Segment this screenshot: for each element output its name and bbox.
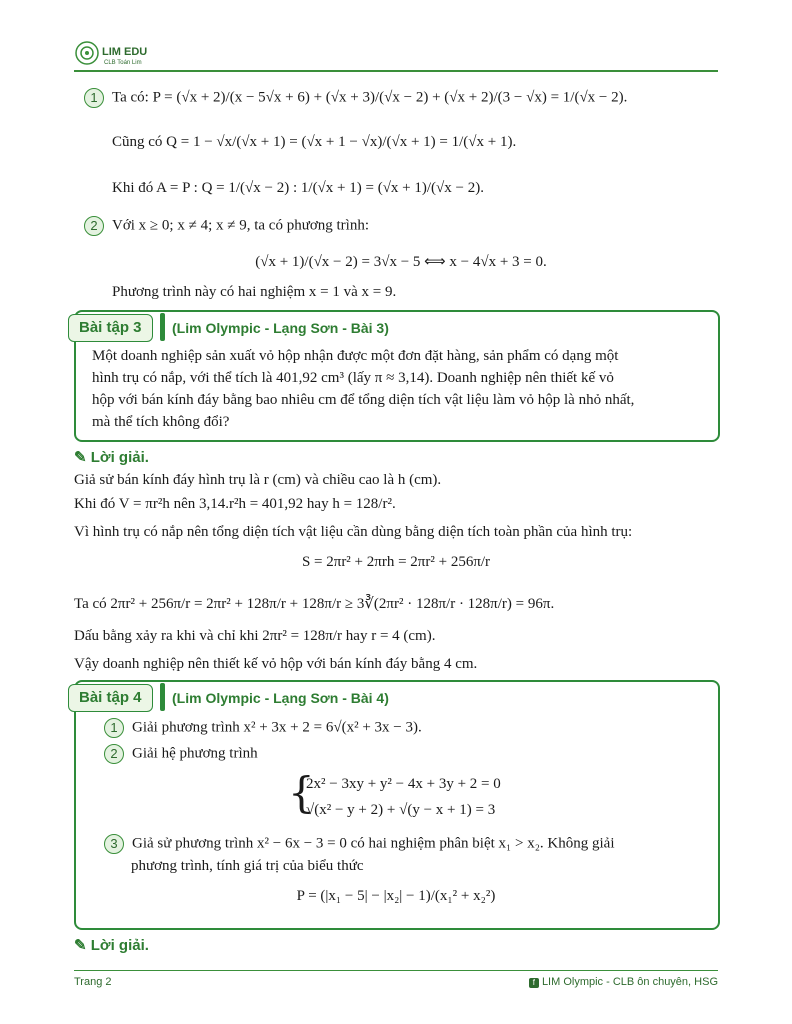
lotus-icon xyxy=(74,40,100,66)
q-line: Cũng có Q = 1 − √x/(√x + 1) = (√x + 1 − √x)/(√x + 1) = 1/(√x + 1). xyxy=(112,134,517,150)
solution-line: Giả sử bán kính đáy hình trụ là r (cm) và chiều cao là h (cm). xyxy=(74,472,442,488)
solution-line: Vậy doanh nghiệp nên thiết kế vỏ hộp với bán kính đáy bằng 4 cm. xyxy=(74,656,478,672)
tag-bar xyxy=(160,313,165,341)
item-number: 3 xyxy=(104,834,124,854)
header-logo xyxy=(74,40,100,66)
header-brand-sub: CLB Toán Lim xyxy=(104,60,142,66)
item-1 xyxy=(84,88,627,108)
exercise-3-line: hộp với bán kính đáy bằng bao nhiêu cm để tổng diện tích vật liệu làm vỏ hộp là nhỏ nhất, xyxy=(92,392,635,408)
facebook-icon: f xyxy=(529,978,539,988)
ex4-item-3 xyxy=(104,834,615,854)
item-2-text: Với x ≥ 0; x ≠ 4; x ≠ 9, ta có phương trình: xyxy=(112,217,370,234)
header-brand: LIM EDU xyxy=(102,46,148,58)
roots-line: Phương trình này có hai nghiệm x = 1 và x = 9. xyxy=(112,284,397,300)
edit-icon: ✎ xyxy=(74,449,87,466)
solution-label: Lời giải. xyxy=(90,449,149,466)
item-number: 2 xyxy=(84,216,104,236)
solution-4-heading xyxy=(74,936,149,954)
footer-credit-wrap xyxy=(529,976,718,988)
ex4-item-2-text: Giải hệ phương trình xyxy=(132,745,258,762)
system-brace: { xyxy=(288,768,315,817)
ex4-item-3-cont: phương trình, tính giá trị của biểu thức xyxy=(131,858,364,874)
ex4-item-3-text: Giả sử phương trình x² − 6x − 3 = 0 có hai nghiệm phân biệt x₁ > x₂. Không giải xyxy=(132,835,615,852)
footer-rule xyxy=(74,970,718,971)
solution-line: Vì hình trụ có nắp nên tổng diện tích vật liệu cần dùng bằng diện tích toàn phần của hình trụ: xyxy=(74,524,633,540)
footer-credit: LIM Olympic - CLB ôn chuyên, HSG xyxy=(541,976,718,988)
solution-label: Lời giải. xyxy=(90,937,149,954)
solution-line: Khi đó V = πr²h nên 3,14.r²h = 401,92 hay h = 128/r². xyxy=(74,496,396,512)
system-eq-1: 2x² − 3xy + y² − 4x + 3y + 2 = 0 xyxy=(306,776,501,792)
solution-3-heading xyxy=(74,448,149,466)
solution-formula: S = 2πr² + 2πrh = 2πr² + 256π/r xyxy=(301,554,491,570)
solution-line: Ta có 2πr² + 256π/r = 2πr² + 128π/r + 128π/r ≥ 3∛(2πr² · 128π/r · 128π/r) = 96π. xyxy=(74,596,555,612)
item-2 xyxy=(84,216,369,236)
exercise-3-line: Một doanh nghiệp sản xuất vỏ hộp nhận được một đơn đặt hàng, sản phẩm có dạng một xyxy=(92,348,619,364)
exercise-4-source: (Lim Olympic - Lạng Sơn - Bài 4) xyxy=(172,690,389,706)
tag-bar xyxy=(160,683,165,711)
item-number: 2 xyxy=(104,744,124,764)
exercise-3-line: mà thể tích không đổi? xyxy=(92,414,230,430)
exercise-3-source: (Lim Olympic - Lạng Sơn - Bài 3) xyxy=(172,320,389,336)
header-rule xyxy=(74,70,718,72)
item-number: 1 xyxy=(84,88,104,108)
solution-line: Dấu bằng xảy ra khi và chỉ khi 2πr² = 128π/r hay r = 4 (cm). xyxy=(74,628,436,644)
ex4-item-1-text: Giải phương trình x² + 3x + 2 = 6√(x² + 3x − 3). xyxy=(132,719,422,736)
item-number: 1 xyxy=(104,718,124,738)
exercise-3-tag: Bài tập 3 xyxy=(68,314,153,342)
a-line: Khi đó A = P : Q = 1/(√x − 2) : 1/(√x + 1) = (√x + 1)/(√x − 2). xyxy=(112,180,484,196)
ex4-item-1 xyxy=(104,718,422,738)
ex4-item-2 xyxy=(104,744,258,764)
item-1-text: Ta có: P = (√x + 2)/(x − 5√x + 6) + (√x + 3)/(√x − 2) + (√x + 2)/(3 − √x) = 1/(√x − 2). xyxy=(112,89,628,106)
p-expression: P = (|x₁ − 5| − |x₂| − 1)/(x₁² + x₂²) xyxy=(296,888,496,904)
edit-icon: ✎ xyxy=(74,937,87,954)
exercise-3-line: hình trụ có nắp, với thể tích là 401,92 cm³ (lấy π ≈ 3,14). Doanh nghiệp nên thiết kế vỏ xyxy=(92,370,614,386)
equation: (√x + 1)/(√x − 2) = 3√x − 5 ⟺ x − 4√x + 3 = 0. xyxy=(255,254,547,270)
exercise-4-tag: Bài tập 4 xyxy=(68,684,153,712)
footer-page: Trang 2 xyxy=(74,976,112,988)
system-eq-2: √(x² − y + 2) + √(y − x + 1) = 3 xyxy=(306,802,496,818)
